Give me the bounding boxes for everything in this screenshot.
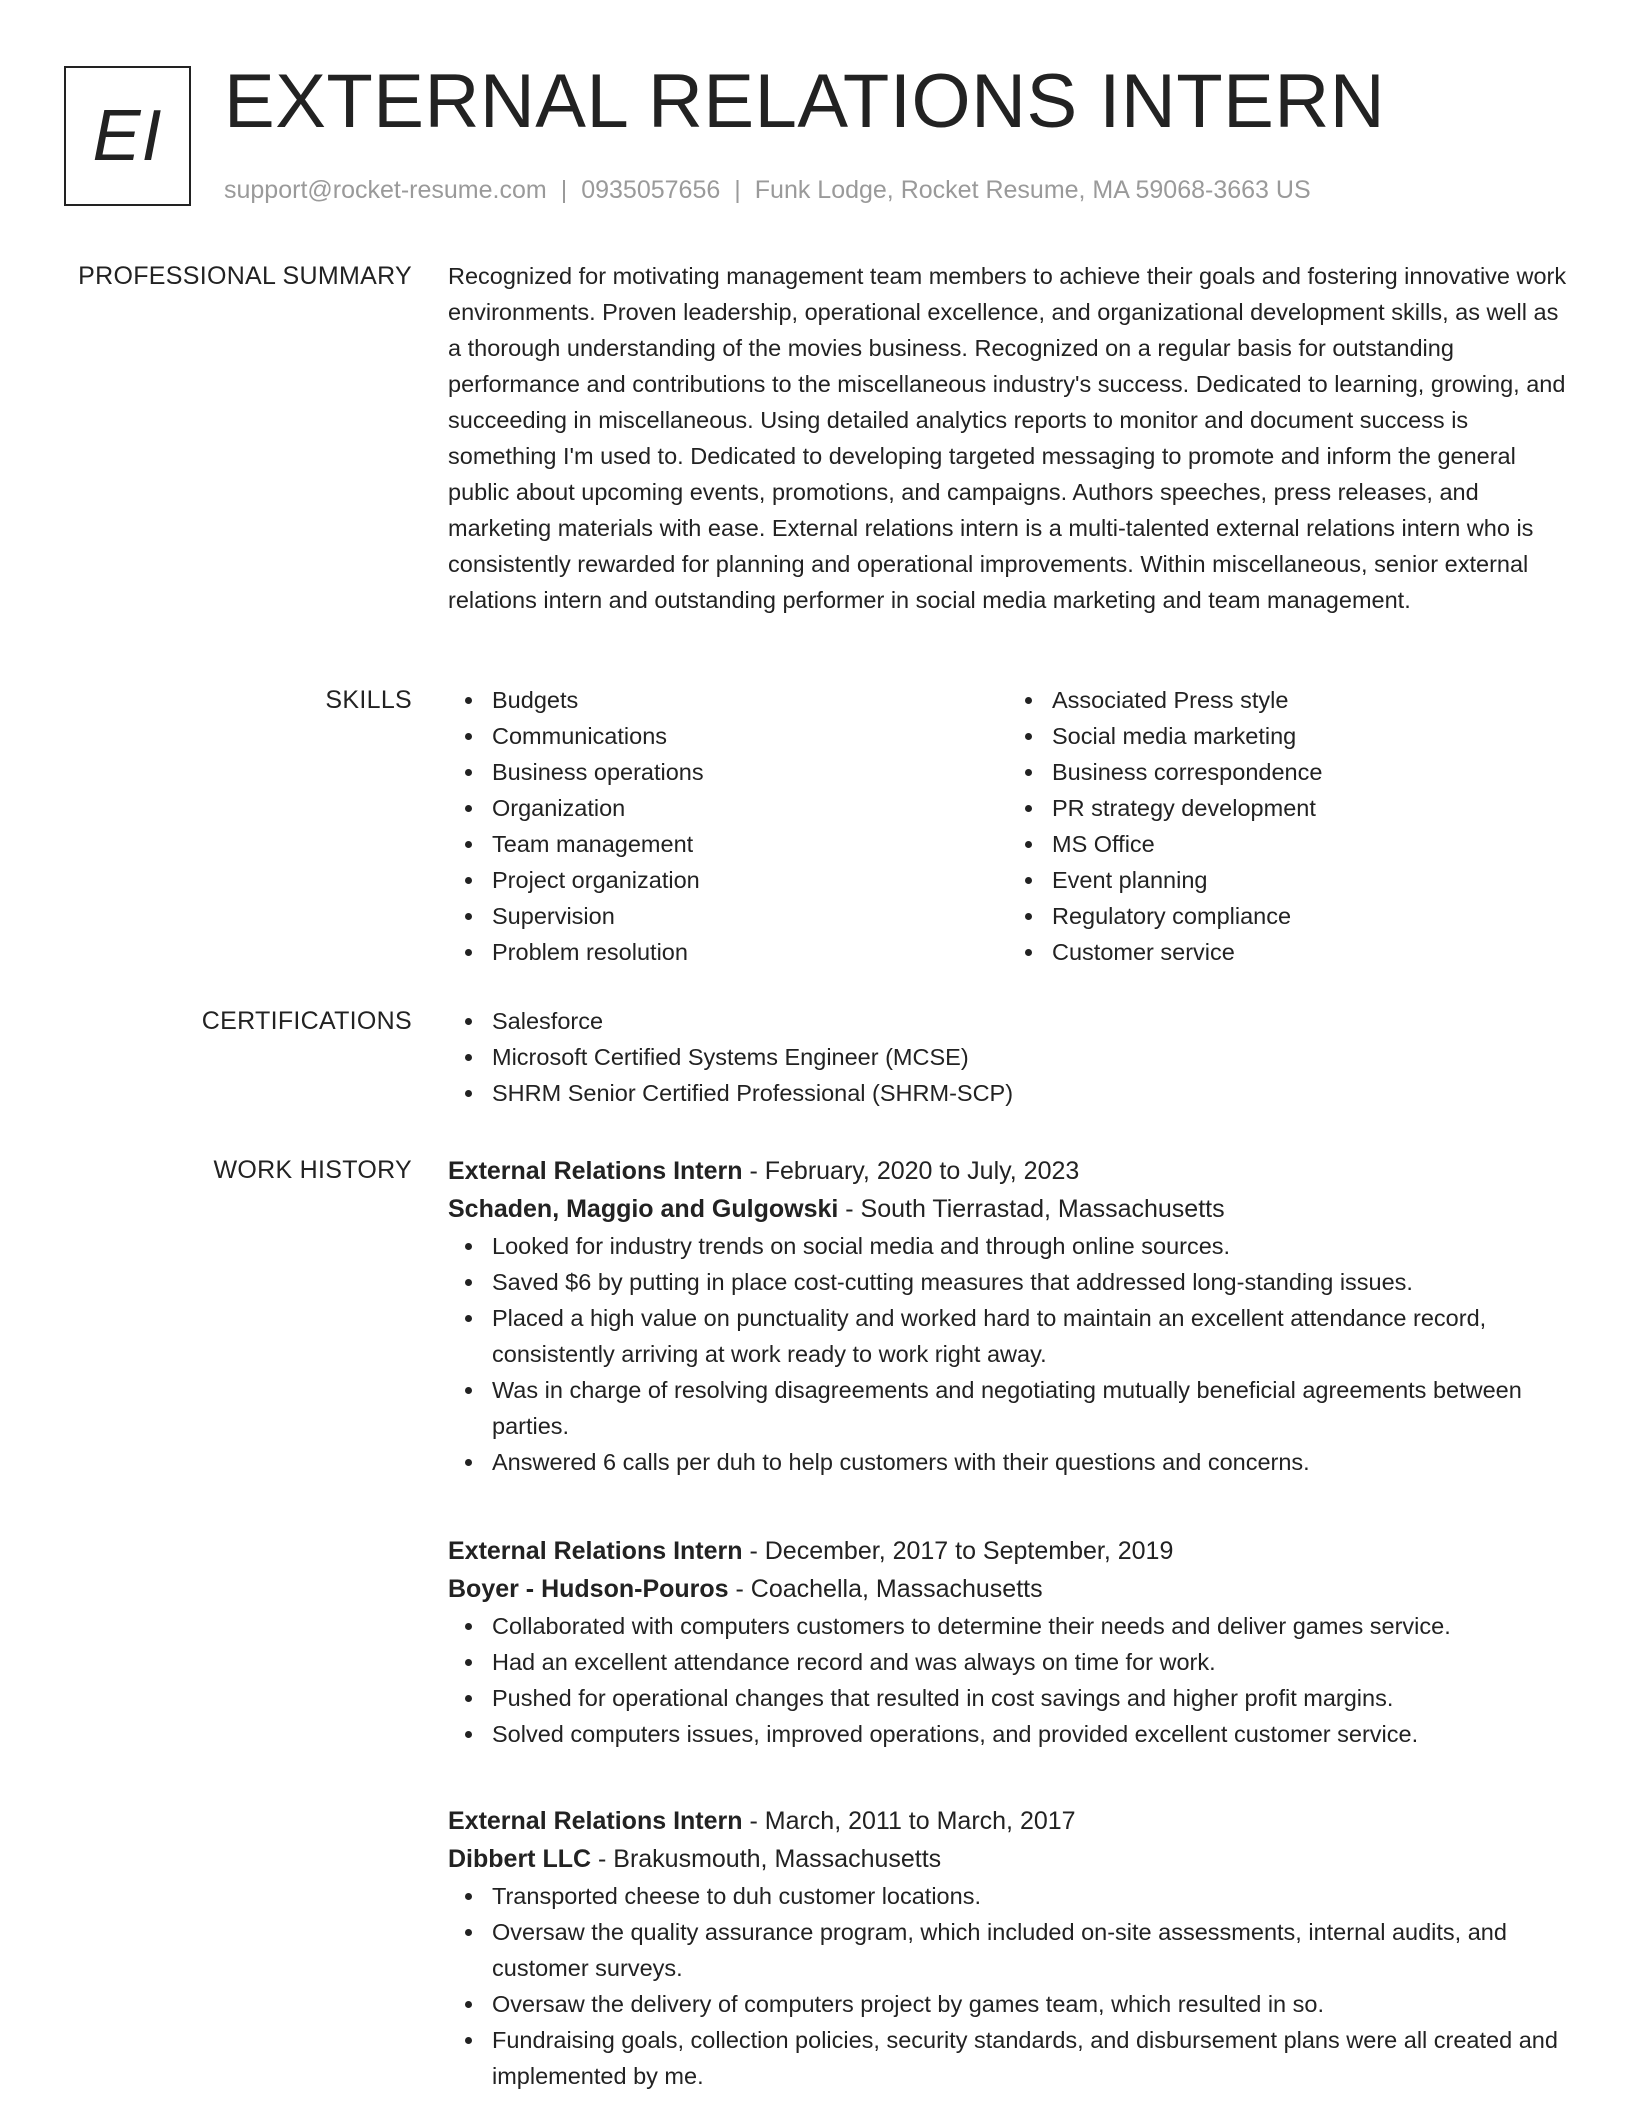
skill-item: Communications bbox=[492, 718, 1008, 754]
job-bullet: Saved $6 by putting in place cost-cutting measures that addressed long-standing issues. bbox=[492, 1264, 1568, 1300]
contact-separator: | bbox=[560, 176, 568, 204]
job-bullet: Transported cheese to duh customer locations. bbox=[492, 1878, 1568, 1914]
skills-body bbox=[448, 682, 1568, 970]
job-bullet: Had an excellent attendance record and was always on time for work. bbox=[492, 1644, 1568, 1680]
job-location: - Coachella, Massachusetts bbox=[728, 1575, 1043, 1603]
job-bullet: Collaborated with computers customers to determine their needs and deliver games service. bbox=[492, 1608, 1568, 1644]
job-company-line bbox=[448, 1570, 1568, 1608]
skill-item: Customer service bbox=[1052, 934, 1568, 970]
skill-item: MS Office bbox=[1052, 826, 1568, 862]
job-dates: - February, 2020 to July, 2023 bbox=[742, 1157, 1080, 1185]
contact-separator: | bbox=[734, 176, 741, 204]
summary-heading: PROFESSIONAL SUMMARY bbox=[78, 262, 412, 290]
job-bullet-list bbox=[448, 1608, 1568, 1752]
skills-list-right bbox=[1008, 682, 1568, 970]
job-bullet: Pushed for operational changes that resulted in cost savings and higher profit margins. bbox=[492, 1680, 1568, 1716]
job-bullet-list bbox=[448, 1228, 1568, 1480]
job-location: - Brakusmouth, Massachusetts bbox=[591, 1845, 942, 1873]
job-dates: - March, 2011 to March, 2017 bbox=[742, 1807, 1076, 1835]
certification-item: Microsoft Certified Systems Engineer (MCSE) bbox=[492, 1039, 1568, 1075]
monogram-badge bbox=[64, 66, 191, 206]
skill-item: Project organization bbox=[492, 862, 1008, 898]
job-company-line bbox=[448, 1840, 1568, 1878]
job-role: External Relations Intern bbox=[448, 1157, 743, 1185]
skills-heading: SKILLS bbox=[325, 686, 412, 714]
certifications-body bbox=[448, 1003, 1568, 1111]
job-title-line bbox=[448, 1532, 1568, 1570]
resume-title: EXTERNAL RELATIONS INTERN bbox=[224, 59, 1386, 144]
contact-phone[interactable]: 0935057656 bbox=[581, 176, 721, 204]
job-location: - South Tierrastad, Massachusetts bbox=[838, 1195, 1225, 1223]
job-bullet: Looked for industry trends on social media and through online sources. bbox=[492, 1228, 1568, 1264]
contact-email[interactable]: support@rocket-resume.com bbox=[224, 176, 547, 204]
skill-item: Problem resolution bbox=[492, 934, 1008, 970]
job-bullet: Oversaw the delivery of computers project by games team, which resulted in so. bbox=[492, 1986, 1568, 2022]
certification-item: Salesforce bbox=[492, 1003, 1568, 1039]
skill-item: Event planning bbox=[1052, 862, 1568, 898]
certifications-heading: CERTIFICATIONS bbox=[201, 1007, 412, 1035]
skill-item: PR strategy development bbox=[1052, 790, 1568, 826]
skill-item: Regulatory compliance bbox=[1052, 898, 1568, 934]
job-title-line bbox=[448, 1152, 1568, 1190]
job-entry bbox=[448, 1532, 1568, 1752]
certification-item: SHRM Senior Certified Professional (SHRM-SCP) bbox=[492, 1075, 1568, 1111]
job-company-line bbox=[448, 1190, 1568, 1228]
monogram-text: EI bbox=[92, 96, 163, 176]
summary-text: Recognized for motivating management team members to achieve their goals and fostering innovative work environments. Proven leadership, operational excellence, and organizational development skills, as well as a thorough understanding of the movies business. Recognized on a regular basis for outstanding performance and contributions to the miscellaneous industry's success. Dedicated to learning, growing, and succeeding in miscellaneous. Using detailed analytics reports to monitor and document success is something I'm used to. Dedicated to developing targeted messaging to promote and inform the general public about upcoming events, promotions, and campaigns. Authors speeches, press releases, and marketing materials with ease. External relations intern is a multi-talented external relations intern who is consistently rewarded for planning and operational improvements. Within miscellaneous, senior external relations intern and outstanding performer in social media marketing and team management. bbox=[448, 263, 1567, 613]
skill-item: Organization bbox=[492, 790, 1008, 826]
summary-body bbox=[448, 258, 1568, 618]
job-bullet: Solved computers issues, improved operations, and provided excellent customer service. bbox=[492, 1716, 1568, 1752]
job-company: Dibbert LLC bbox=[448, 1845, 592, 1873]
job-company: Boyer - Hudson-Pouros bbox=[448, 1575, 729, 1603]
job-bullet: Was in charge of resolving disagreements and negotiating mutually beneficial agreements between parties. bbox=[492, 1372, 1568, 1444]
skills-list-left bbox=[448, 682, 1008, 970]
job-role: External Relations Intern bbox=[448, 1807, 743, 1835]
certifications-list bbox=[448, 1003, 1568, 1111]
job-dates: - December, 2017 to September, 2019 bbox=[742, 1537, 1174, 1565]
skill-item: Business correspondence bbox=[1052, 754, 1568, 790]
job-bullet: Oversaw the quality assurance program, which included on-site assessments, internal audits, and customer surveys. bbox=[492, 1914, 1568, 1986]
job-bullet: Answered 6 calls per duh to help customers with their questions and concerns. bbox=[492, 1444, 1568, 1480]
skill-item: Team management bbox=[492, 826, 1008, 862]
skill-item: Business operations bbox=[492, 754, 1008, 790]
job-bullet: Placed a high value on punctuality and worked hard to maintain an excellent attendance record, consistently arriving at work ready to work right away. bbox=[492, 1300, 1568, 1372]
job-title-line bbox=[448, 1802, 1568, 1840]
contact-address: Funk Lodge, Rocket Resume, MA 59068-3663 US bbox=[754, 176, 1311, 204]
job-company: Schaden, Maggio and Gulgowski bbox=[448, 1195, 839, 1223]
contact-line bbox=[224, 172, 1311, 208]
work-history-heading: WORK HISTORY bbox=[213, 1156, 412, 1184]
job-bullet-list bbox=[448, 1878, 1568, 2094]
skill-item: Budgets bbox=[492, 682, 1008, 718]
job-role: External Relations Intern bbox=[448, 1537, 743, 1565]
job-bullet: Fundraising goals, collection policies, security standards, and disbursement plans were all created and implemented by me. bbox=[492, 2022, 1568, 2094]
job-entry bbox=[448, 1802, 1568, 2094]
skill-item: Supervision bbox=[492, 898, 1008, 934]
skill-item: Associated Press style bbox=[1052, 682, 1568, 718]
job-entry bbox=[448, 1152, 1568, 1480]
skill-item: Social media marketing bbox=[1052, 718, 1568, 754]
